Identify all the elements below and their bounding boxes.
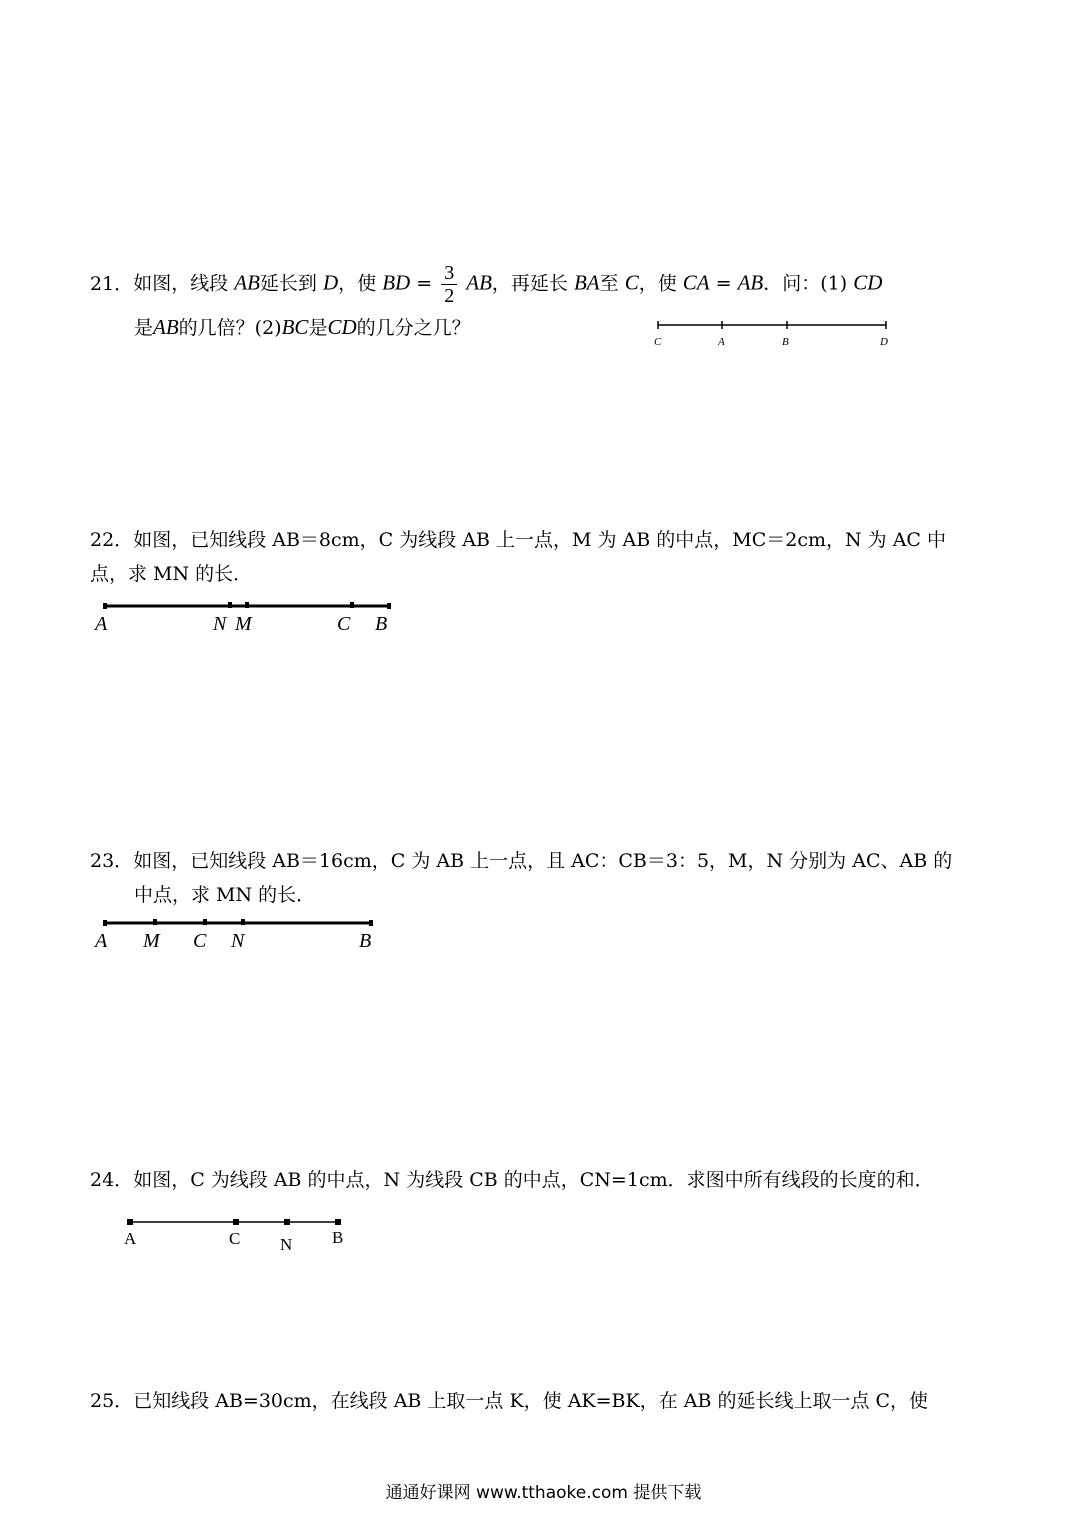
label-c: C — [193, 930, 207, 952]
label-c: C — [654, 336, 662, 348]
text: ，再延长 — [491, 272, 568, 295]
math-bd: BD — [382, 270, 411, 295]
diagram-q23 — [95, 913, 395, 957]
label-a: A — [95, 930, 108, 952]
point-b — [387, 603, 391, 609]
text: 的几倍？(2) — [178, 317, 282, 339]
label-c: C — [229, 1229, 241, 1248]
math-cd: CD — [327, 315, 357, 339]
question-24-line-1 — [90, 1166, 1002, 1194]
point-n — [241, 919, 245, 925]
math-ab: AB — [737, 270, 764, 295]
question-22-line-2: 点，求 MN 的长． — [90, 563, 253, 585]
text: 是 — [308, 317, 328, 339]
label-n: N — [213, 613, 227, 635]
math-ca: CA — [682, 270, 710, 295]
label-m: M — [143, 930, 160, 952]
point-c — [350, 602, 354, 608]
text: 如图，线段 — [133, 272, 229, 295]
label-a: A — [718, 336, 725, 348]
diagram-q24 — [120, 1212, 360, 1258]
label-n: N — [280, 1235, 293, 1254]
question-23-line-2: 中点，求 MN 的长． — [134, 884, 316, 906]
label-a: A — [124, 1229, 137, 1248]
point-n — [284, 1219, 290, 1225]
point-b — [335, 1219, 341, 1225]
point-n — [228, 602, 232, 608]
text: 是 — [134, 317, 154, 339]
equals-sign: = — [709, 272, 738, 295]
text: 延长到 — [259, 272, 317, 295]
label-b: B — [782, 336, 789, 348]
question-number: 21． — [90, 272, 134, 295]
question-21-line-1 — [90, 262, 1002, 307]
question-text: 已知线段 AB=30cm，在线段 AB 上取一点 K，使 AK=BK，在 AB 的延长线上取一点 C，使 — [133, 1390, 929, 1412]
point-m — [245, 602, 249, 608]
question-25 — [90, 1387, 1002, 1415]
text: ，使 — [338, 272, 377, 295]
math-d: D — [322, 270, 339, 295]
label-c: C — [337, 613, 351, 635]
point-c — [233, 1219, 239, 1225]
point-a — [103, 920, 107, 926]
point-b — [369, 920, 373, 926]
question-22-line-1 — [90, 526, 1002, 554]
point-m — [153, 919, 157, 925]
question-24 — [90, 1166, 1002, 1194]
math-ba: BA — [573, 270, 600, 295]
label-b: B — [332, 1228, 344, 1247]
point-a — [127, 1219, 133, 1225]
fraction-denominator: 2 — [444, 285, 455, 307]
question-number: 22． — [90, 529, 134, 551]
text: 至 — [599, 272, 619, 295]
text: ，使 — [638, 272, 677, 295]
question-25-line-1 — [90, 1387, 1002, 1415]
question-text: 如图，已知线段 AB＝16cm，C 为 AB 上一点，且 AC：CB＝3：5，M，N 分别为 AC、AB 的 — [133, 850, 953, 872]
fraction-numerator: 3 — [444, 262, 455, 284]
point-a — [103, 603, 107, 609]
question-text: 如图，已知线段 AB＝8cm，C 为线段 AB 上一点，M 为 AB 的中点，MC＝2cm，N 为 AC 中 — [133, 529, 946, 551]
math-c: C — [624, 270, 639, 295]
text: 的几分之几？ — [356, 317, 471, 339]
point-c — [203, 919, 207, 925]
label-m: M — [235, 613, 252, 635]
label-b: B — [375, 613, 388, 635]
question-number: 23． — [90, 850, 134, 872]
equals-sign: = — [410, 272, 439, 295]
label-d: D — [880, 336, 888, 348]
fraction-three-halves — [441, 262, 457, 307]
label-b: B — [359, 930, 372, 952]
math-ab: AB — [466, 270, 492, 295]
diagram-q21 — [650, 315, 900, 355]
question-number: 24． — [90, 1169, 134, 1191]
label-n: N — [231, 930, 245, 952]
question-text: 如图，C 为线段 AB 的中点，N 为线段 CB 的中点，CN=1cm．求图中所有线段的长度的和． — [133, 1169, 934, 1191]
label-a: A — [95, 613, 108, 635]
math-ab: AB — [234, 270, 260, 295]
question-23 — [90, 847, 1002, 909]
math-cd: CD — [853, 270, 883, 295]
math-ab: AB — [153, 315, 179, 339]
page-footer: 通通好课网 www.tthaoke.com 提供下载 — [385, 1483, 702, 1503]
question-22 — [90, 526, 1002, 588]
math-bc: BC — [281, 315, 309, 339]
text: ．问：(1) — [763, 272, 848, 295]
question-number: 25． — [90, 1390, 134, 1412]
question-23-line-1 — [90, 847, 1002, 875]
diagram-q22 — [95, 596, 405, 640]
